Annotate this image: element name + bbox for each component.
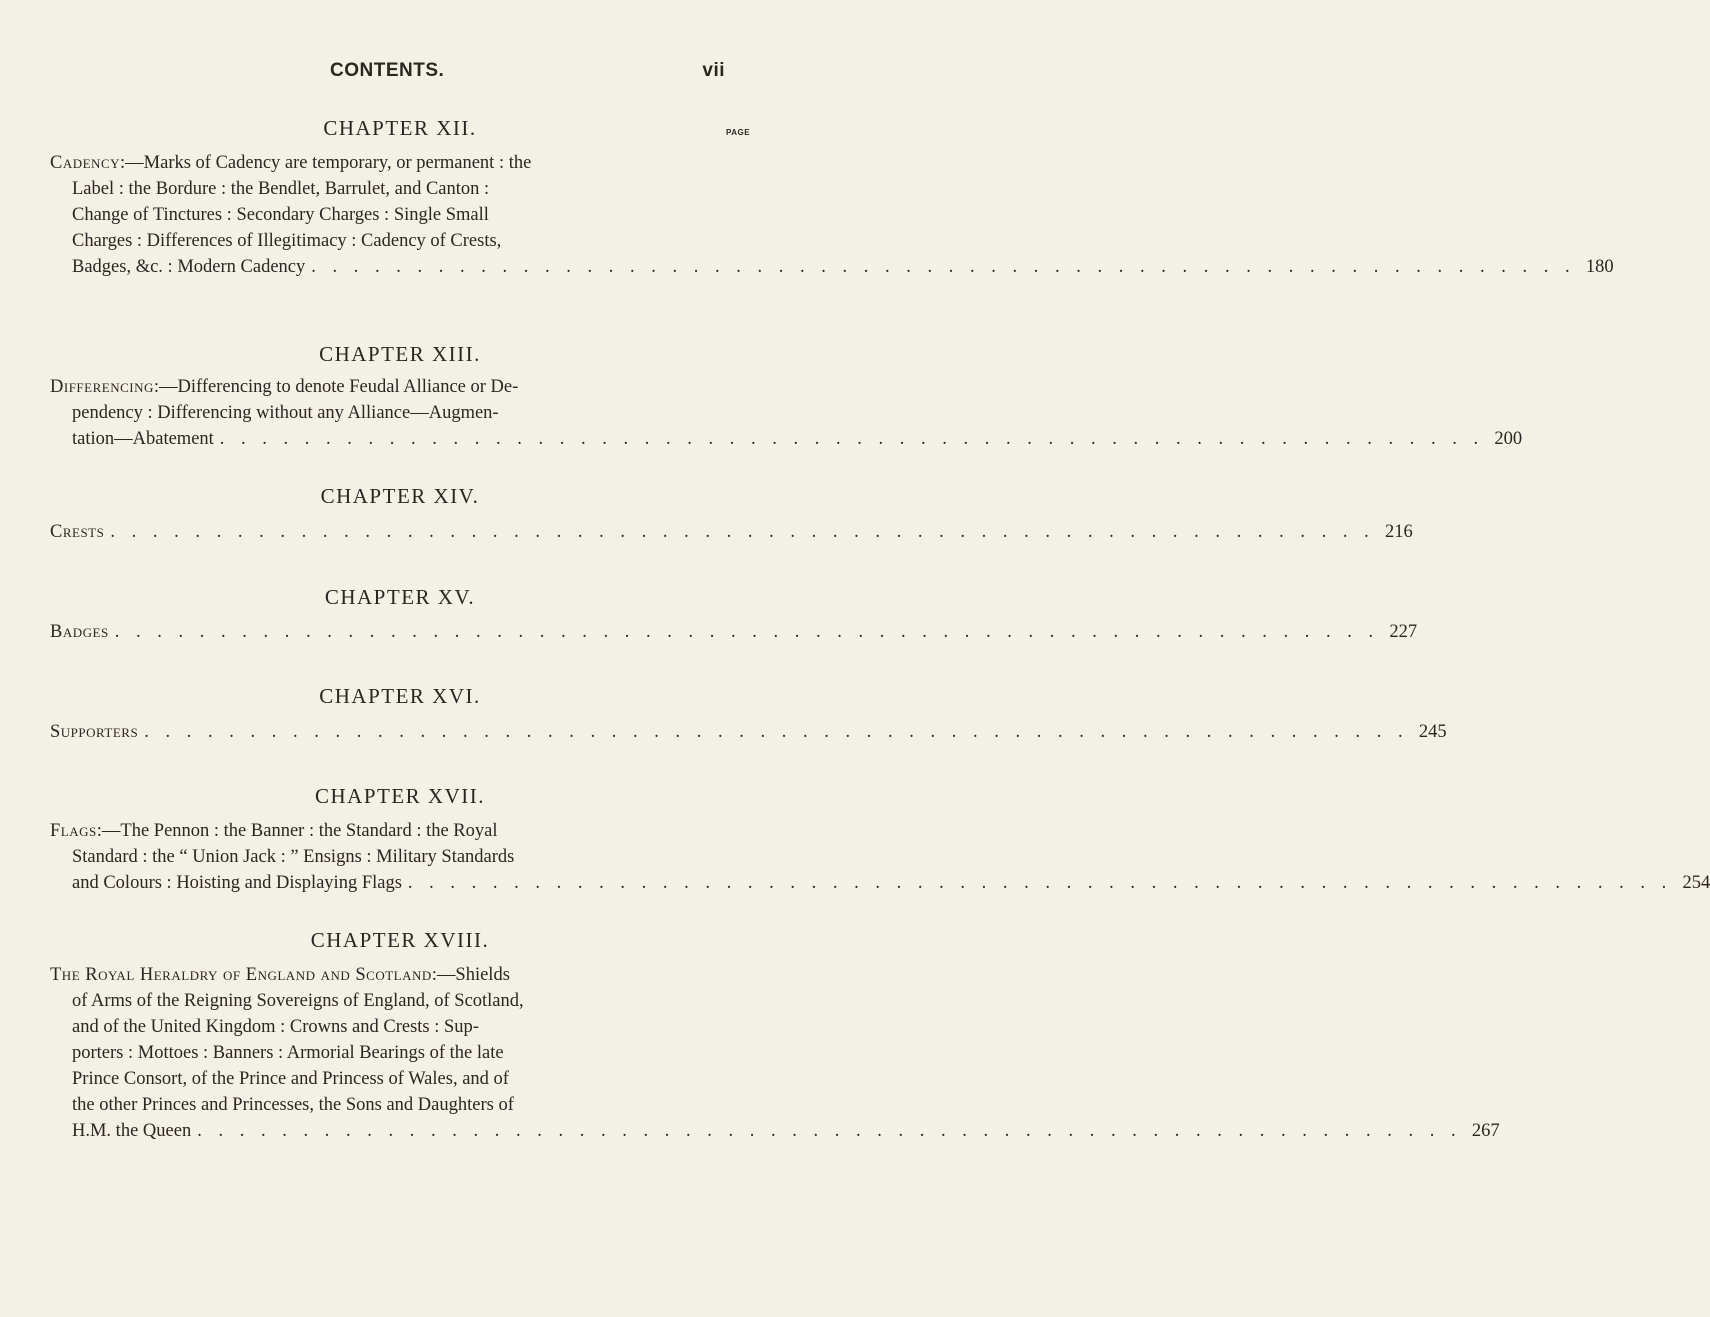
entry-subject: Cadency <box>50 153 121 173</box>
entry-line: Charges : Differences of Illegitimacy : Cadency of Crests, <box>72 231 502 251</box>
chapter-heading: CHAPTER XV. <box>324 585 476 609</box>
entry-line: Badges, &c. : Modern Cadency <box>72 257 306 277</box>
entry-line: :—Differencing to denote Feudal Alliance or De- <box>153 377 519 397</box>
page-folio: vii <box>702 60 725 81</box>
entry-subject: Supporters <box>50 722 139 742</box>
entry-line: tation—Abatement <box>72 429 214 449</box>
dot-leader: . . . . . . . . . . . . . . . . . . . . . . . . . . . . . . . . . . . . . . . . . . . . . . . . . . . . . . . . . . . . <box>407 873 1673 893</box>
toc-entry <box>50 519 1413 545</box>
page-number: 216 <box>1384 522 1413 542</box>
entry-subject: Flags <box>50 821 97 841</box>
toc-entry <box>50 962 1500 1144</box>
chapter-heading: CHAPTER XIV. <box>320 484 480 508</box>
entry-line: :—Marks of Cadency are temporary, or permanent : the <box>120 153 532 173</box>
chapter-heading: CHAPTER XIII. <box>319 342 481 366</box>
toc-entry <box>50 719 1447 745</box>
entry-line: :—The Pennon : the Banner : the Standard : the Royal <box>96 821 498 841</box>
entry-line: H.M. the Queen <box>72 1121 192 1141</box>
page-number: 245 <box>1418 722 1447 742</box>
page-number: 254 <box>1682 873 1710 893</box>
chapter-heading: CHAPTER XVIII. <box>310 928 490 952</box>
entry-subject: Differencing <box>50 377 154 397</box>
entry-line: Prince Consort, of the Prince and Princess of Wales, and of <box>72 1069 509 1089</box>
toc-entry <box>50 374 1523 452</box>
entry-line: porters : Mottoes : Banners : Armorial Bearings of the late <box>72 1043 504 1063</box>
entry-line: of Arms of the Reigning Sovereigns of England, of Scotland, <box>72 991 524 1011</box>
dot-leader: . . . . . . . . . . . . . . . . . . . . . . . . . . . . . . . . . . . . . . . . . . . . . . . . . . . . . . . . . . . . <box>144 722 1409 742</box>
page-number: 200 <box>1494 429 1523 449</box>
dot-leader: . . . . . . . . . . . . . . . . . . . . . . . . . . . . . . . . . . . . . . . . . . . . . . . . . . . . . . . . . . . . <box>110 522 1375 542</box>
dot-leader: . . . . . . . . . . . . . . . . . . . . . . . . . . . . . . . . . . . . . . . . . . . . . . . . . . . . . . . . . . . . <box>114 622 1380 642</box>
entry-line: Standard : the “ Union Jack : ” Ensigns : Military Standards <box>72 847 515 867</box>
entry-line: the other Princes and Princesses, the Sons and Daughters of <box>72 1095 514 1115</box>
chapter-heading: CHAPTER XVI. <box>319 684 481 708</box>
chapter-heading: CHAPTER XVII. <box>315 784 485 808</box>
entry-line: :—Shields <box>431 965 510 985</box>
toc-entry <box>50 619 1418 645</box>
page-column-label: PAGE <box>726 128 751 137</box>
dot-leader: . . . . . . . . . . . . . . . . . . . . . . . . . . . . . . . . . . . . . . . . . . . . . . . . . . . . . . . . . . . . <box>219 429 1485 449</box>
toc-entry <box>50 818 1710 896</box>
entry-line: and of the United Kingdom : Crowns and Crests : Sup- <box>72 1017 479 1037</box>
entry-subject: Badges <box>50 622 109 642</box>
entry-line: Label : the Bordure : the Bendlet, Barrulet, and Canton : <box>72 179 490 199</box>
page-number: 180 <box>1585 257 1614 277</box>
toc-entry <box>50 150 1614 280</box>
page-number: 267 <box>1471 1121 1500 1141</box>
entry-subject: Crests <box>50 522 105 542</box>
dot-leader: . . . . . . . . . . . . . . . . . . . . . . . . . . . . . . . . . . . . . . . . . . . . . . . . . . . . . . . . . . . . <box>311 257 1576 277</box>
dot-leader: . . . . . . . . . . . . . . . . . . . . . . . . . . . . . . . . . . . . . . . . . . . . . . . . . . . . . . . . . . . . <box>197 1121 1462 1141</box>
entry-line: and Colours : Hoisting and Displaying Flags <box>72 873 402 893</box>
entry-line: Change of Tinctures : Secondary Charges : Single Small <box>72 205 489 225</box>
page-number: 227 <box>1389 622 1418 642</box>
chapter-heading: CHAPTER XII. <box>323 116 477 140</box>
running-head-title: CONTENTS. <box>330 60 445 81</box>
entry-subject: The Royal Heraldry of England and Scotland <box>50 965 432 985</box>
entry-line: pendency : Differencing without any Alliance—Augmen- <box>72 403 499 423</box>
